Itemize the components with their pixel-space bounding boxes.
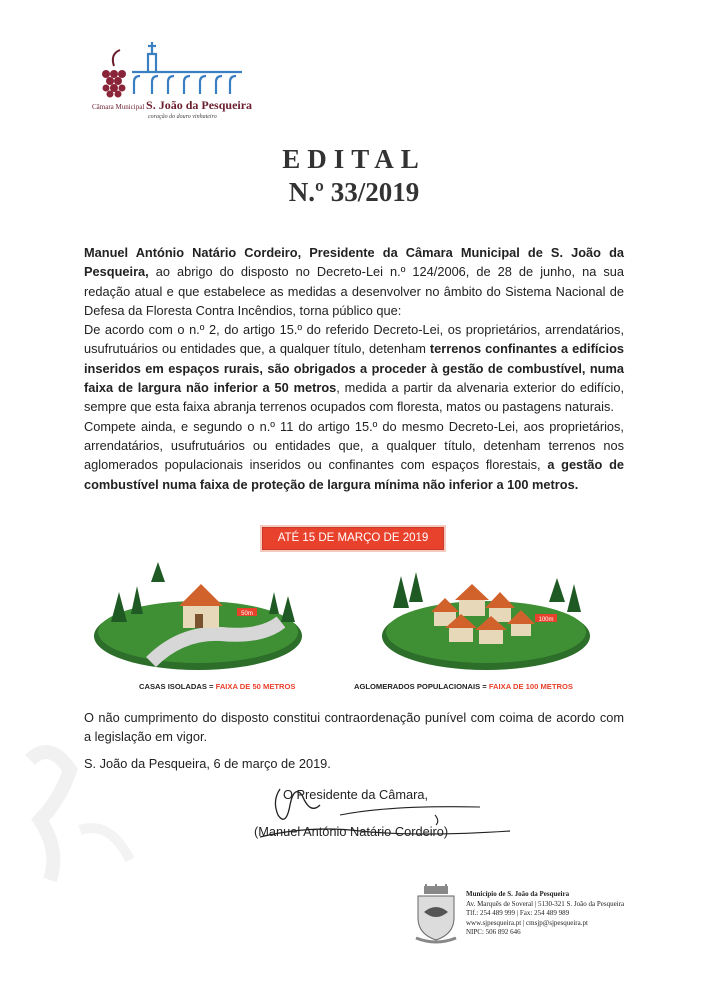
- signature-name: (Manuel António Natário Cordeiro): [254, 824, 449, 839]
- grape-icon: [102, 50, 126, 98]
- caption-right-b: FAIXA DE 100 METROS: [488, 682, 573, 691]
- footer-address: Av. Marquês de Soveral | 5130-321 S. João da Pesqueira: [466, 899, 625, 908]
- footer-web: www.sjpesqueira.pt | cmsjp@sjpesqueira.pt: [466, 918, 588, 927]
- isolated-house-illustration: [91, 562, 305, 672]
- caption-isolated-houses: [139, 682, 295, 691]
- p2-text-a: De acordo com o n.º 2, do artigo 15.º do referido Decreto-Lei, os proprietários, arrendatários, usufrutuários ou entidades que, a qualquer título, detenham: [84, 322, 624, 357]
- org-name: S. João da Pesqueira: [146, 98, 253, 112]
- house-icon: [179, 584, 223, 628]
- paragraph-3: [84, 417, 624, 494]
- p2-bold: terrenos confinantes a edifícios inseridos em espaços rurais, são obrigados a proceder à gestão de combustível, numa faixa de largura não inferior a 50 metros: [84, 341, 625, 396]
- intro-bold: Manuel António Natário Cordeiro, Presidente da Câmara Municipal de S. João da Pesqueira,: [84, 245, 624, 280]
- caption-left-a: CASAS ISOLADAS =: [139, 682, 216, 691]
- footer-phone: Tlf.: 254 489 999 | Fax: 254 489 989: [466, 909, 570, 917]
- document-title: EDITAL: [282, 144, 426, 174]
- org-small: Câmara Municipal: [92, 103, 145, 111]
- building-icon: [132, 42, 242, 94]
- paragraph-2: [84, 320, 624, 416]
- caption-left-b: FAIXA DE 50 METROS: [215, 682, 296, 691]
- footer-nipc: NIPC: 506 892 646: [466, 928, 521, 936]
- intro-text: ao abrigo do disposto no Decreto-Lei n.º 124/2006, de 28 de junho, na sua redação atual e que estabelece as medidas a desenvolver no âmbito do Sistema Nacional de Defesa da Floresta Contra Incêndios, torna público que:: [84, 264, 624, 318]
- deadline-badge: ATÉ 15 DE MARÇO DE 2019: [262, 527, 444, 550]
- village-illustration: [379, 562, 593, 672]
- date-line: S. João da Pesqueira, 6 de março de 2019.: [84, 756, 331, 771]
- p3-text: Compete ainda, e segundo o n.º 11 do artigo 15.º do mesmo Decreto-Lei, aos proprietários, arrendatários, usufrutuários ou entidades que, a qualquer título, detenham terrenos nos aglomerados populacionais inseridos ou confinantes com espaços florestais,: [84, 418, 624, 473]
- signature-title: O Presidente da Câmara,: [283, 787, 429, 802]
- caption-right-a: AGLOMERADOS POPULACIONAIS =: [354, 682, 489, 691]
- distance-tag-100: 100m: [538, 617, 554, 623]
- coat-of-arms-icon: [412, 884, 460, 944]
- edital-body: [84, 243, 624, 494]
- scan-smudge: [20, 720, 170, 900]
- logo-text: [92, 98, 262, 120]
- p3-bold: a gestão de combustível numa faixa de proteção de largura mínima não inferior a 100 metros.: [84, 457, 624, 492]
- document-number: N.º 33/2019: [288, 177, 420, 207]
- caption-settlements: [354, 682, 573, 691]
- paragraph-1: [84, 243, 624, 320]
- footer-contacts: [466, 890, 624, 938]
- p2-text-b: , medida a partir da alvenaria exterior do edifício, sempre que esta faixa abranja terrenos ocupados com floresta, matos ou pastagens naturais.: [84, 380, 624, 415]
- footer-line-1: Município de S. João da Pesqueira: [466, 890, 570, 898]
- closing-paragraph: O não cumprimento do disposto constitui contraordenação punível com coima de acordo com a legislação em vigor.: [84, 710, 624, 745]
- distance-tag-50: 50m: [241, 611, 253, 617]
- tagline: coração do douro vinhateiro: [148, 114, 217, 120]
